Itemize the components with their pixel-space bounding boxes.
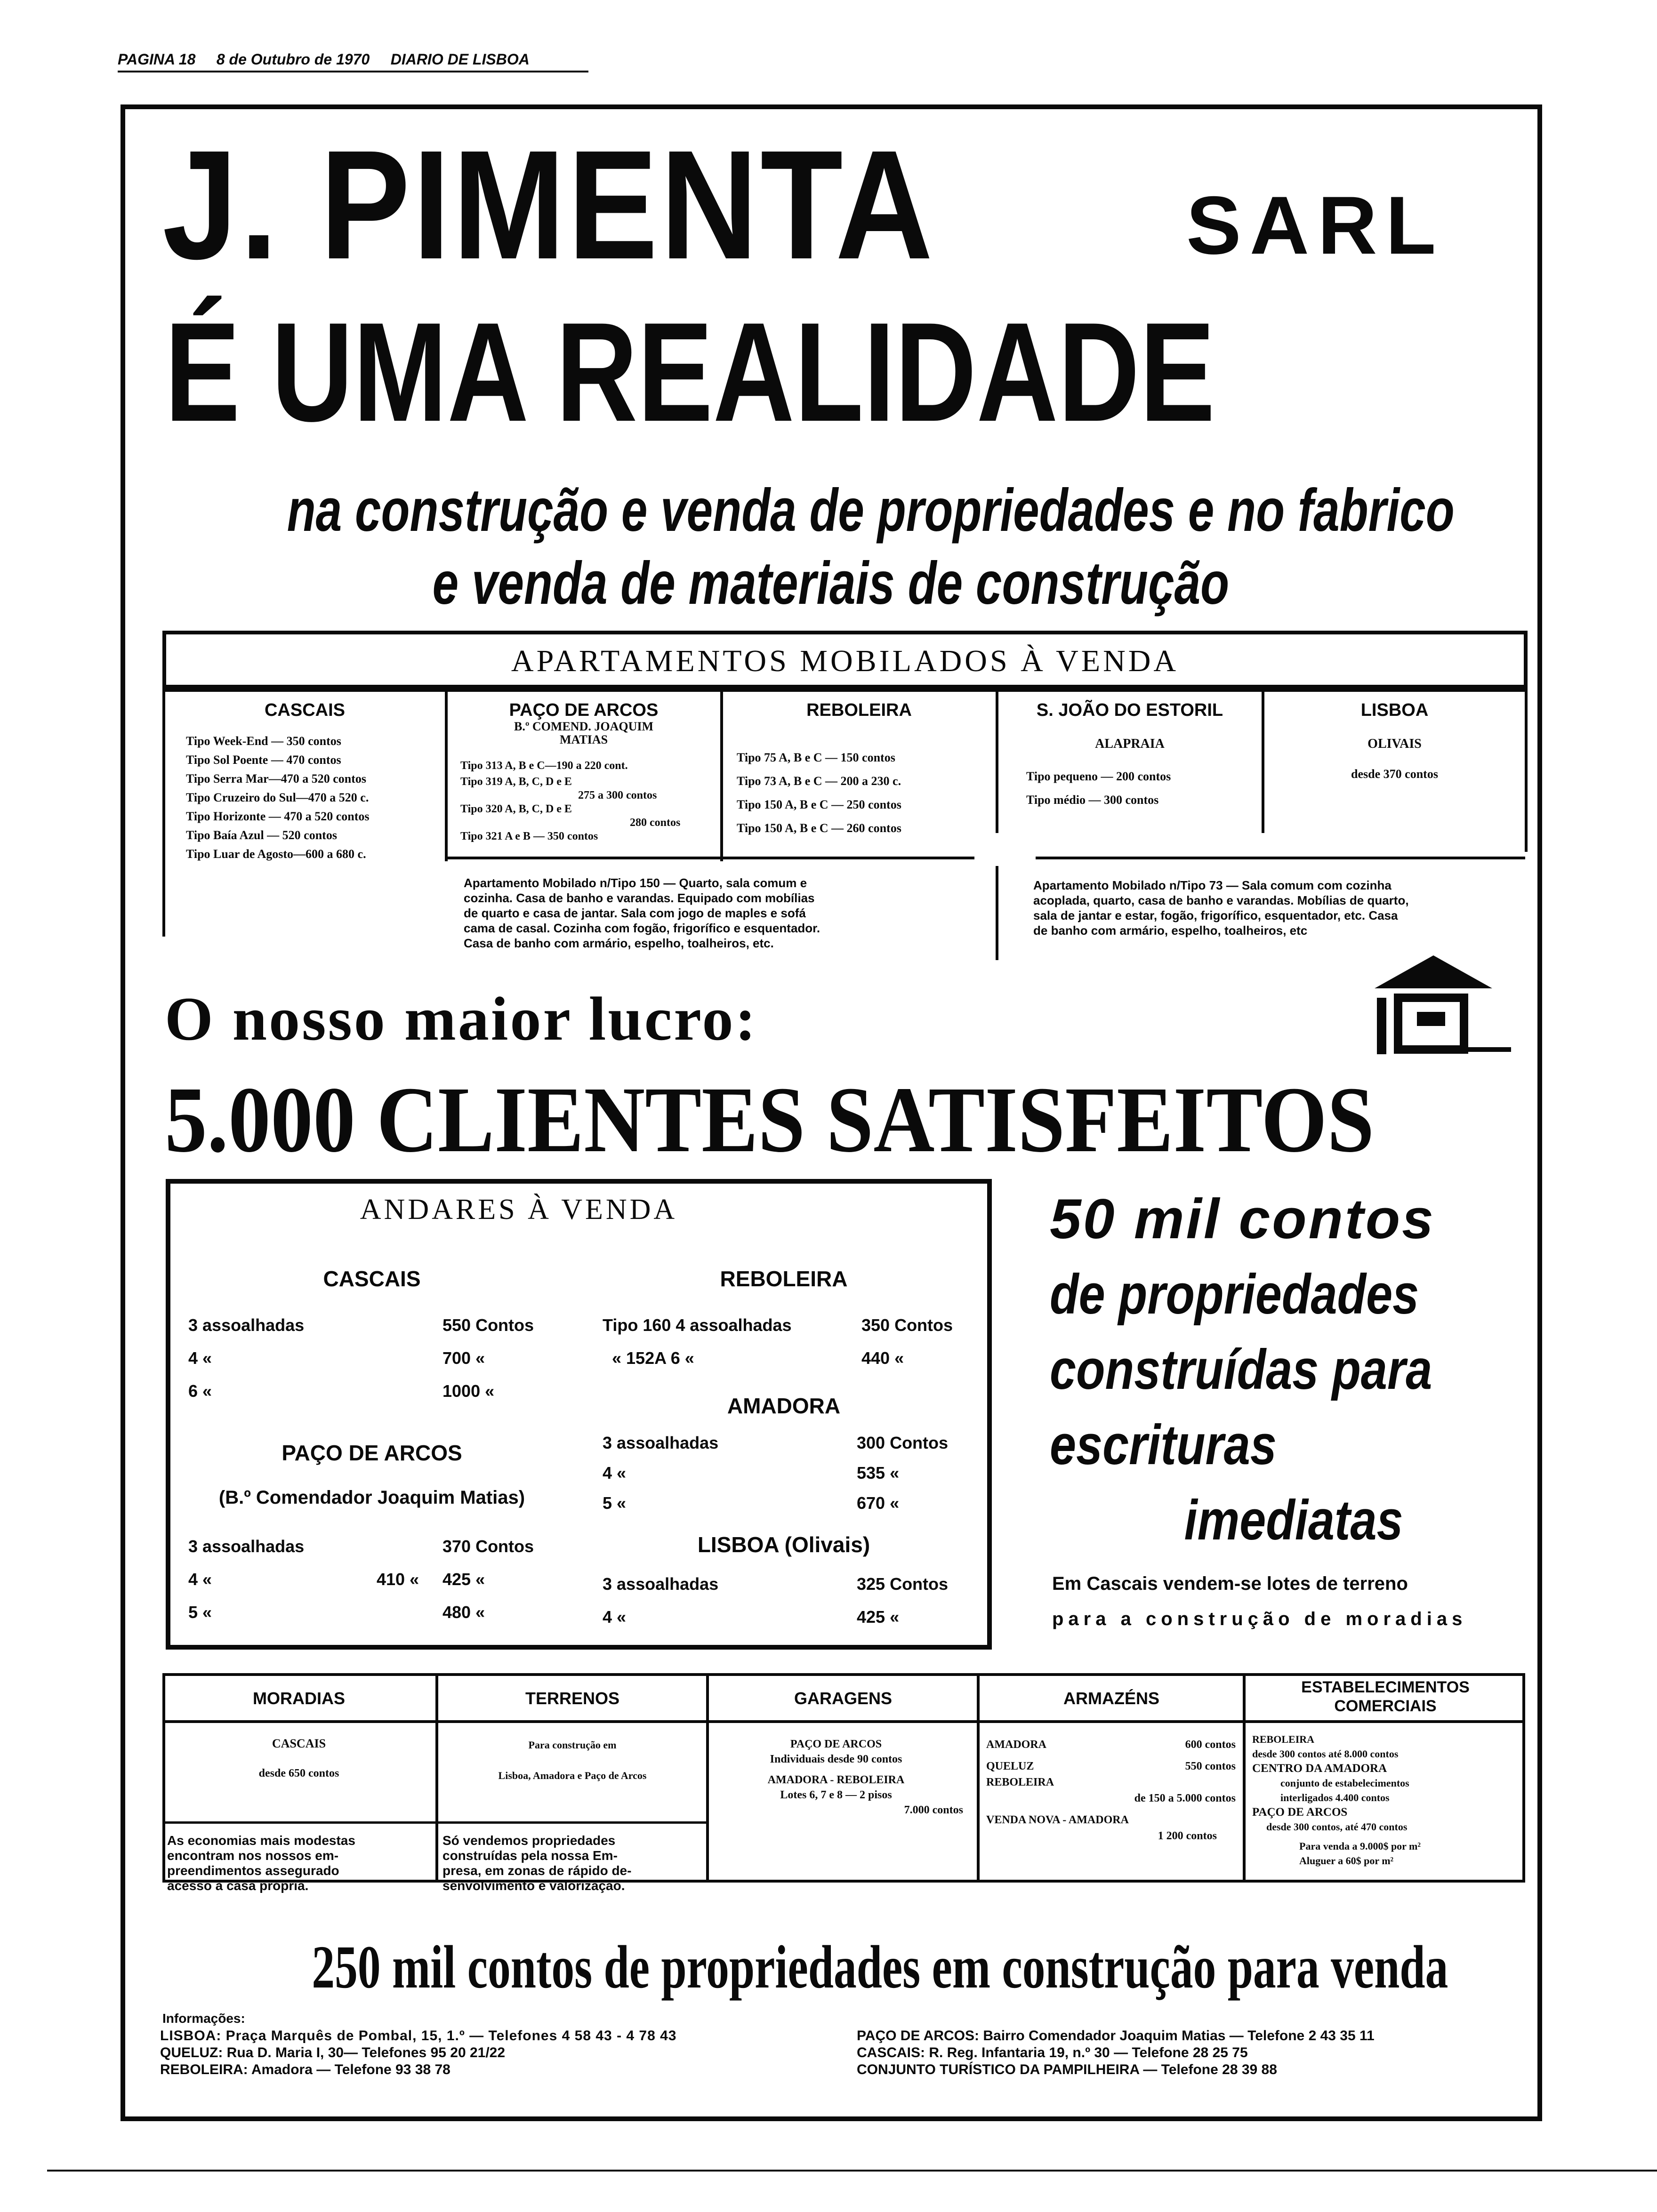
newspaper-name: DIARIO DE LISBOA [390, 51, 530, 68]
profit-line1: O nosso maior lucro: [165, 984, 758, 1053]
note-line: cama de casal. Cozinha com fogão, frigorífico e esquentador. [464, 921, 820, 935]
table-row: 4 « 410 « 425 « [188, 1570, 485, 1589]
table-row: 4 « 700 « [188, 1348, 485, 1368]
list-item: Tipo 73 A, B e C — 200 a 230 c. [737, 774, 901, 788]
table-row: 1 200 contos [1158, 1830, 1217, 1842]
apt-col-divider-1 [445, 692, 448, 861]
list-item: Tipo Serra Mar—470 a 520 contos [186, 772, 366, 785]
cat-terrenos-note: Só vendemos propriedades construídas pela nossa Em- presa, em zonas de rápido de- senvolvimento e valorização. [442, 1833, 632, 1893]
apt-col-paco-subtitle: B.º COMEND. JOAQUIM MATIAS [514, 720, 654, 746]
cat-moradias-place: CASCAIS [272, 1737, 326, 1750]
footer-info-label: Informações: [162, 2011, 245, 2026]
cat-notes-rule [162, 1821, 708, 1824]
floors-paco-title: PAÇO DE ARCOS [282, 1441, 462, 1465]
table-row: 5 « 670 « [603, 1493, 900, 1513]
apartments-rule [162, 685, 1528, 689]
floors-reboleira-title: REBOLEIRA [720, 1266, 848, 1291]
apt-note-right [1033, 878, 1528, 938]
table-row: « 152A 6 « 440 « [612, 1348, 904, 1368]
apt-col-lisboa-title: LISBOA [1360, 700, 1429, 720]
footer-info-left [160, 2028, 866, 2078]
apt-col-reboleira-title: REBOLEIRA [806, 700, 912, 720]
table-row: de 150 a 5.000 contos [1134, 1792, 1236, 1804]
list-item: 280 contos [630, 817, 681, 829]
table-row: QUELUZ 550 contos [986, 1760, 1236, 1772]
list-item: Tipo 321 A e B — 350 contos [460, 830, 598, 842]
cascais-lots-line2: para a construção de moradias [1052, 1609, 1467, 1629]
fifty-line: 50 mil contos [1050, 1187, 1435, 1250]
headline-company [162, 118, 1051, 291]
contact-line: CONJUNTO TURÍSTICO DA PAMPILHEIRA — Telefone 28 39 88 [857, 2062, 1277, 2077]
floors-amadora-title: AMADORA [727, 1394, 841, 1418]
cat-estab-list: REBOLEIRA desde 300 contos até 8.000 contos CENTRO DA AMADORA conjunto de estabelecimentos interligados 4.400 contos PAÇO DE ARCOS desde 300 contos, até 470 contos Para venda a 9.000$ por m² Aluguer a 60$ por m² [1252, 1733, 1421, 1867]
cat-terrenos-title: TERRENOS [525, 1689, 620, 1708]
note-line: acoplada, quarto, casa de banho e varandas. Mobílias de quarto, [1033, 893, 1409, 907]
page-date: 8 de Outubro de 1970 [216, 51, 370, 68]
table-row: 3 assoalhadas 370 Contos [188, 1537, 534, 1556]
table-row: 5 « 480 « [188, 1603, 485, 1622]
apt-col-estoril-subtitle: ALAPRAIA [1095, 737, 1165, 751]
apt-notes-rule-left [447, 857, 974, 859]
note-line: cozinha. Casa de banho e varandas. Equipado com mobílias [464, 891, 815, 905]
note-line: sala de jantar e estar, fogão, frigorífico, esquentador, etc. Casa [1033, 908, 1398, 922]
apt-col-paco-list [460, 758, 715, 844]
note-line: Apartamento Mobilado n/Tipo 150 — Quarto, sala comum e [464, 876, 807, 890]
note-line: Casa de banho com armário, espelho, toalheiros, etc. [464, 936, 774, 950]
list-item: Tipo 75 A, B e C — 150 contos [737, 751, 895, 764]
list-item: Tipo 150 A, B e C — 250 contos [737, 798, 901, 811]
apt-notes-rule-right [1036, 857, 1525, 859]
cat-estab-title-2: COMERCIAIS [1334, 1697, 1437, 1715]
table-row: Tipo 160 4 assoalhadas 350 Contos [603, 1315, 953, 1335]
apt-col-cascais-list [186, 732, 440, 864]
footer-headline: 250 mil contos de propriedades em construção para venda [312, 1933, 1448, 2001]
categories-rule [162, 1720, 1525, 1723]
list-item: 275 a 300 contos [578, 789, 657, 801]
page-header [118, 51, 530, 68]
list-item: Tipo pequeno — 200 contos [1026, 769, 1171, 783]
apt-col-reboleira-list [737, 746, 991, 840]
footer-info-right [857, 2028, 1539, 2078]
apt-col-paco-title: PAÇO DE ARCOS [509, 700, 659, 720]
headline-sarl: SARL [1186, 180, 1445, 272]
table-row: 6 « 1000 « [188, 1381, 495, 1401]
apt-notes-divider [996, 866, 998, 960]
headline-line2: É UMA REALIDADE [165, 293, 1215, 451]
table-row: 4 « 535 « [603, 1463, 900, 1483]
page-bottom-rule [47, 2170, 1657, 2172]
note-line: Apartamento Mobilado n/Tipo 73 — Sala comum com cozinha [1033, 878, 1392, 892]
list-item: Tipo Sol Poente — 470 contos [186, 753, 341, 767]
floors-paco-table [188, 1537, 565, 1635]
list-item: Tipo 320 A, B, C, D e E [460, 803, 572, 815]
apt-col-divider-2 [720, 692, 723, 861]
list-item: Tipo 319 A, B, C, D e E [460, 776, 572, 788]
list-item: Tipo Baía Azul — 520 contos [186, 828, 337, 842]
table-row: VENDA NOVA - AMADORA [986, 1814, 1129, 1826]
contact-line: PAÇO DE ARCOS: Bairro Comendador Joaquim Matias — Telefone 2 43 35 11 [857, 2028, 1375, 2044]
apt-right-edge [1525, 692, 1528, 852]
apt-col-lisboa-price: desde 370 contos [1351, 767, 1438, 781]
note-line: de quarto e casa de jantar. Sala com jogo de maples e sofá [464, 906, 806, 920]
apt-col-divider-4 [1262, 692, 1264, 833]
cat-moradias-title: MORADIAS [253, 1689, 345, 1708]
cat-terrenos-line2: Lisboa, Amadora e Paço de Arcos [498, 1770, 647, 1781]
list-item: Tipo 150 A, B e C — 260 contos [737, 821, 901, 835]
page-number: PAGINA 18 [118, 51, 196, 68]
apt-note-left [464, 875, 981, 951]
floors-reboleira-table [603, 1315, 979, 1381]
floors-amadora-table [603, 1433, 979, 1523]
contact-line: LISBOA: Praça Marquês de Pombal, 15, 1.º — Telefones 4 58 43 - 4 78 43 [160, 2028, 677, 2044]
table-row: 3 assoalhadas 300 Contos [603, 1433, 949, 1452]
cat-moradias-note: As economias mais modestas encontram nos nossos em- preendimentos assegurado acesso à casa própria. [167, 1833, 355, 1893]
floors-lisboa-title: LISBOA (Olivais) [697, 1532, 870, 1557]
cat-garagens-list: PAÇO DE ARCOS Individuais desde 90 contos AMADORA - REBOLEIRA Lotes 6, 7 e 8 — 2 pisos 7.000 contos [767, 1738, 963, 1816]
apt-col-divider-3 [996, 692, 998, 833]
cat-terrenos-line1: Para construção em [528, 1739, 617, 1751]
list-item: Tipo Cruzeiro do Sul—470 a 520 c. [186, 791, 369, 804]
list-item: Tipo 313 A, B e C—190 a 220 cont. [460, 760, 628, 772]
fifty-line: de propriedades [1050, 1263, 1419, 1326]
cat-armazens-list [986, 1737, 1236, 1844]
cat-armazens-title: ARMAZÉNS [1063, 1689, 1159, 1708]
profit-line2: 5.000 CLIENTES SATISFEITOS [165, 1068, 1375, 1172]
floors-title: ANDARES À VENDA [360, 1194, 678, 1226]
apt-col-cascais-title: CASCAIS [264, 700, 346, 720]
fifty-line: imediatas [1184, 1489, 1403, 1552]
floors-lisboa-table [603, 1574, 979, 1640]
table-row: AMADORA 600 contos [986, 1739, 1236, 1751]
headline-subtitle-1: na construção e venda de propriedades e no fabrico [287, 477, 1455, 544]
table-row: REBOLEIRA [986, 1776, 1054, 1788]
cascais-lots-line1: Em Cascais vendem-se lotes de terreno [1052, 1573, 1408, 1594]
note-line: de banho com armário, espelho, toalheiros, etc [1033, 923, 1308, 938]
contact-line: REBOLEIRA: Amadora — Telefone 93 38 78 [160, 2062, 450, 2077]
apt-col-lisboa-subtitle: OLIVAIS [1367, 737, 1422, 751]
fifty-block [1050, 1181, 1520, 1558]
contact-line: QUELUZ: Rua D. Maria I, 30— Telefones 95 20 21/22 [160, 2045, 506, 2060]
list-item: Tipo Week-End — 350 contos [186, 734, 341, 748]
headline-line1: J. PIMENTA [162, 118, 936, 291]
headline-subtitle-2: e venda de materiais de construção [432, 550, 1230, 617]
table-row: 3 assoalhadas 325 Contos [603, 1574, 949, 1594]
apt-col-estoril-list [1026, 765, 1252, 812]
cat-garagens-title: GARAGENS [794, 1689, 893, 1708]
table-row: 3 assoalhadas 550 Contos [188, 1315, 534, 1335]
list-item: Tipo Horizonte — 470 a 520 contos [186, 809, 370, 823]
jp-house-logo-icon [1351, 951, 1516, 1064]
header-rule [118, 71, 588, 72]
fifty-line: escrituras [1050, 1413, 1277, 1476]
cat-estab-title-1: ESTABELECIMENTOS [1301, 1678, 1470, 1696]
apt-left-edge [162, 692, 165, 937]
table-row: 4 « 425 « [603, 1607, 900, 1627]
apartments-title: APARTAMENTOS MOBILADOS À VENDA [511, 644, 1179, 678]
cat-moradias-price: desde 650 contos [258, 1767, 339, 1779]
list-item: Tipo médio — 300 contos [1026, 793, 1159, 807]
jp-logo [1351, 951, 1516, 1064]
list-item: Tipo Luar de Agosto—600 a 680 c. [186, 847, 366, 861]
floors-cascais-title: CASCAIS [323, 1266, 421, 1291]
floors-paco-subtitle: (B.º Comendador Joaquim Matias) [218, 1487, 525, 1508]
floors-cascais-table [188, 1315, 565, 1414]
fifty-line: construídas para [1050, 1338, 1432, 1401]
apt-col-estoril-title: S. JOÃO DO ESTORIL [1036, 700, 1223, 720]
contact-line: CASCAIS: R. Reg. Infantaria 19, n.º 30 — Telefone 28 25 75 [857, 2045, 1248, 2060]
